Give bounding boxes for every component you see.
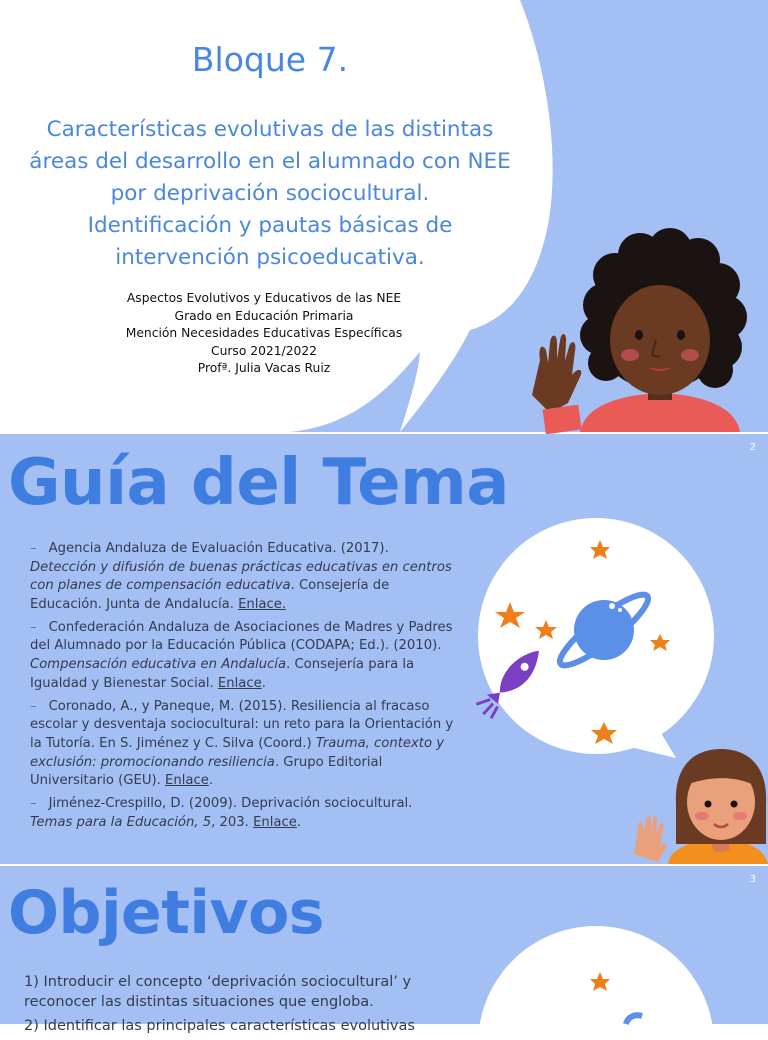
bullet-dash: –: [30, 619, 37, 635]
subtitle-line: intervención psicoeducativa.: [115, 245, 425, 270]
ref-text: .: [261, 675, 266, 691]
ref-title: Detección y difusión de buenas prácticas educativas en centros con planes de compensación educativa: [30, 559, 452, 594]
reference-item: [30, 619, 455, 693]
enlace-link[interactable]: Enlace: [217, 675, 262, 691]
enlace-link[interactable]: Enlace.: [238, 596, 287, 612]
objective-item: 2) Identificar las principales características evolutivas: [24, 1018, 415, 1034]
ref-text: . Consejería para la Igualdad y Bienestar Social.: [30, 657, 415, 691]
ref-text: , 203.: [211, 814, 254, 830]
reference-item: [30, 540, 455, 614]
ref-text: .: [296, 814, 302, 830]
enlace-link[interactable]: Enlace: [165, 773, 209, 789]
ref-title: Temas para la Educación, 5: [30, 814, 212, 830]
page-number: 2: [749, 442, 756, 453]
bullet-dash: –: [30, 698, 37, 714]
reference-list: [30, 540, 455, 837]
subtitle-line: áreas del desarrollo en el alumnado con NEE: [29, 149, 511, 174]
subtitle-line: Características evolutivas de las distintas: [46, 117, 494, 142]
objective-item: 1) Introducir el concepto ‘deprivación sociocultural’ y reconocer las distintas situaciones que engloba.: [24, 974, 412, 1010]
info-line: Curso 2021/2022: [210, 343, 317, 358]
slide-2-title: Guía del Tema: [8, 446, 509, 520]
ref-text: Coronado, A., y Paneque, M. (2015). Resiliencia al fracaso escolar y desventaja sociocultural: un reto para la Orientación y la Tutoría. En S. Jiménez y C. Silva (Coord.): [30, 698, 454, 751]
bullet-dash: –: [30, 541, 37, 556]
bullet-dash: –: [30, 796, 37, 812]
ref-text: .: [208, 773, 214, 789]
subtitle-line: Identificación y pautas básicas de: [87, 213, 453, 238]
girl-waving-icon: [520, 225, 768, 432]
info-line: Profª. Julia Vacas Ruiz: [197, 361, 331, 376]
girl-waving-icon: [626, 744, 768, 864]
info-line: Mención Necesidades Educativas Específicas: [125, 326, 403, 341]
slide-3: [0, 866, 768, 1034]
space-bubble-art: [436, 924, 768, 1024]
ref-title: Compensación educativa en Andalucía: [30, 657, 287, 673]
slide-3-title: Objetivos: [8, 878, 325, 948]
objectives-list: [24, 972, 444, 1040]
ref-text: Confederación Andaluza de Asociaciones de Madres y Padres del Alumnado por la Educación Pública (CODAPA; Ed.). (2010).: [30, 619, 453, 654]
slide-1-title: Bloque 7.: [191, 40, 349, 79]
ref-text: . Consejería de Educación. Junta de Andalucía.: [30, 578, 390, 612]
ref-text: Jiménez-Crespillo, D. (2009). Deprivación sociocultural.: [48, 796, 413, 812]
course-info: [0, 290, 528, 378]
slide-1: [0, 0, 768, 432]
page-number: 3: [749, 874, 756, 885]
enlace-link[interactable]: Enlace: [253, 814, 297, 830]
ref-text: . Grupo Editorial Universitario (GEU).: [30, 754, 383, 789]
info-line: Aspectos Evolutivos y Educativos de las NEE: [126, 291, 402, 305]
subtitle-line: por deprivación sociocultural.: [110, 181, 430, 206]
reference-item: [30, 698, 455, 791]
info-line: Grado en Educación Primaria: [174, 308, 354, 323]
ref-title: Trauma, contexto y exclusión: promocionando resiliencia: [30, 735, 445, 770]
ref-text: Agencia Andaluza de Evaluación Educativa. (2017).: [48, 541, 389, 556]
slide-2: [0, 434, 768, 864]
reference-item: [30, 795, 455, 832]
slide-1-subtitle: [0, 114, 540, 274]
